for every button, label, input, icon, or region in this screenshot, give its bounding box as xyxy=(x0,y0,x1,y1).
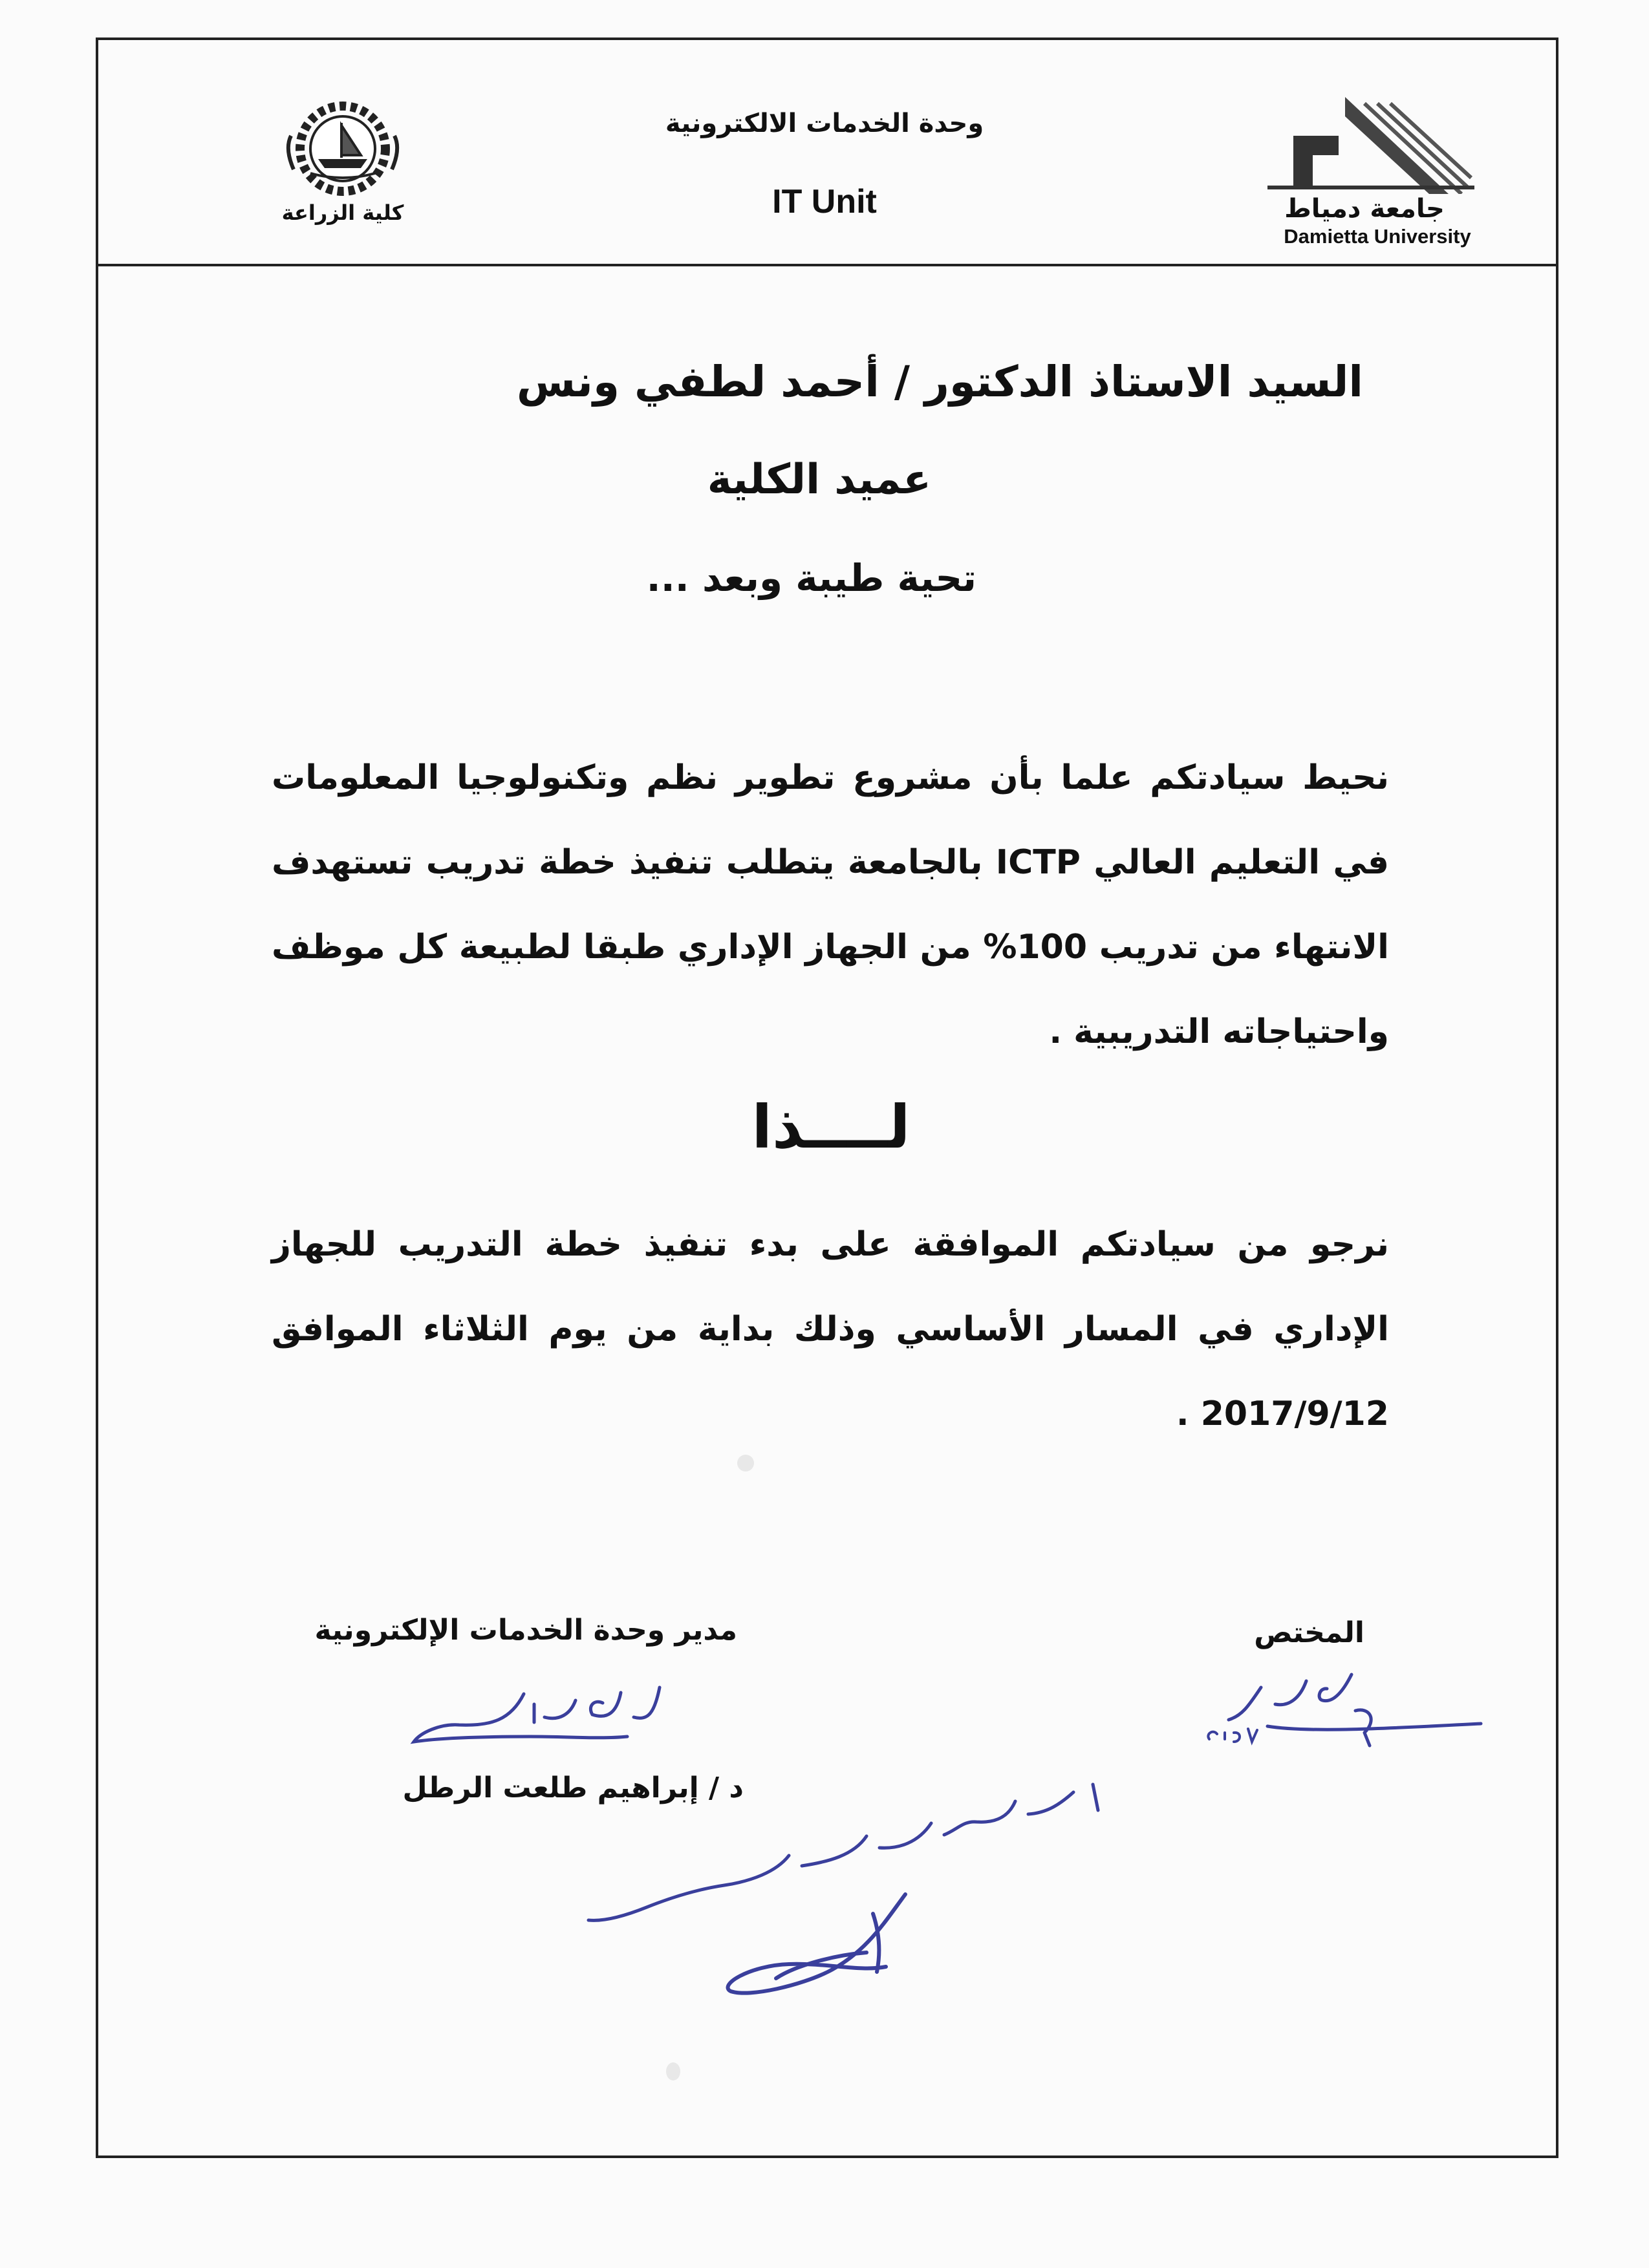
scan-speck xyxy=(737,1455,754,1471)
manager-title: مدير وحدة الخدمات الإلكترونية xyxy=(314,1614,737,1647)
body-paragraph-2: نرجو من سيادتكم الموافقة على بدء تنفيذ خطة التدريب للجهاز الإداري في المسار الأساسي وذلك بداية من يوم الثلاثاء الموافق 2017/9/12 . xyxy=(272,1225,1389,1433)
addressee-title: عميد الكلية xyxy=(707,456,931,504)
manager-name: د / إبراهيم طلعت الرطل xyxy=(402,1771,744,1804)
faculty-logo xyxy=(265,97,420,246)
gear-ship-emblem-icon xyxy=(265,97,420,200)
header-divider xyxy=(96,264,1558,266)
specialist-title: المختص xyxy=(1254,1616,1364,1649)
university-logo-caption-ar: جامعة دمياط xyxy=(1284,194,1445,224)
section-heading: لــــذا xyxy=(751,1093,911,1162)
university-logo-caption-en: Damietta University xyxy=(1284,225,1471,248)
scan-speck xyxy=(666,2062,680,2081)
approval-annotation xyxy=(582,1759,1112,2017)
manager-signature xyxy=(401,1674,679,1759)
body-paragraph-1: نحيط سيادتكم علما بأن مشروع تطوير نظم وتكنولوجيا المعلومات في التعليم العالي ICTP بالجامعة يتطلب تنفيذ خطة تدريب تستهدف الانتهاء من تدريب 100% من الجهاز الإداري طبقا لطبيعة كل موظف واحتياجاته التدريبية . xyxy=(272,758,1389,1051)
damietta-university-emblem-icon xyxy=(1267,97,1474,194)
unit-name-arabic: وحدة الخدمات الالكترونية xyxy=(665,109,984,138)
unit-name-english: IT Unit xyxy=(772,183,877,220)
faculty-logo-caption: كلية الزراعة xyxy=(281,200,404,225)
specialist-signature xyxy=(1203,1662,1487,1759)
greeting-line: تحية طيبة وبعد ... xyxy=(646,556,976,600)
university-logo xyxy=(1267,97,1500,259)
addressee-line: السيد الاستاذ الدكتور / أحمد لطفي ونس xyxy=(516,357,1363,407)
